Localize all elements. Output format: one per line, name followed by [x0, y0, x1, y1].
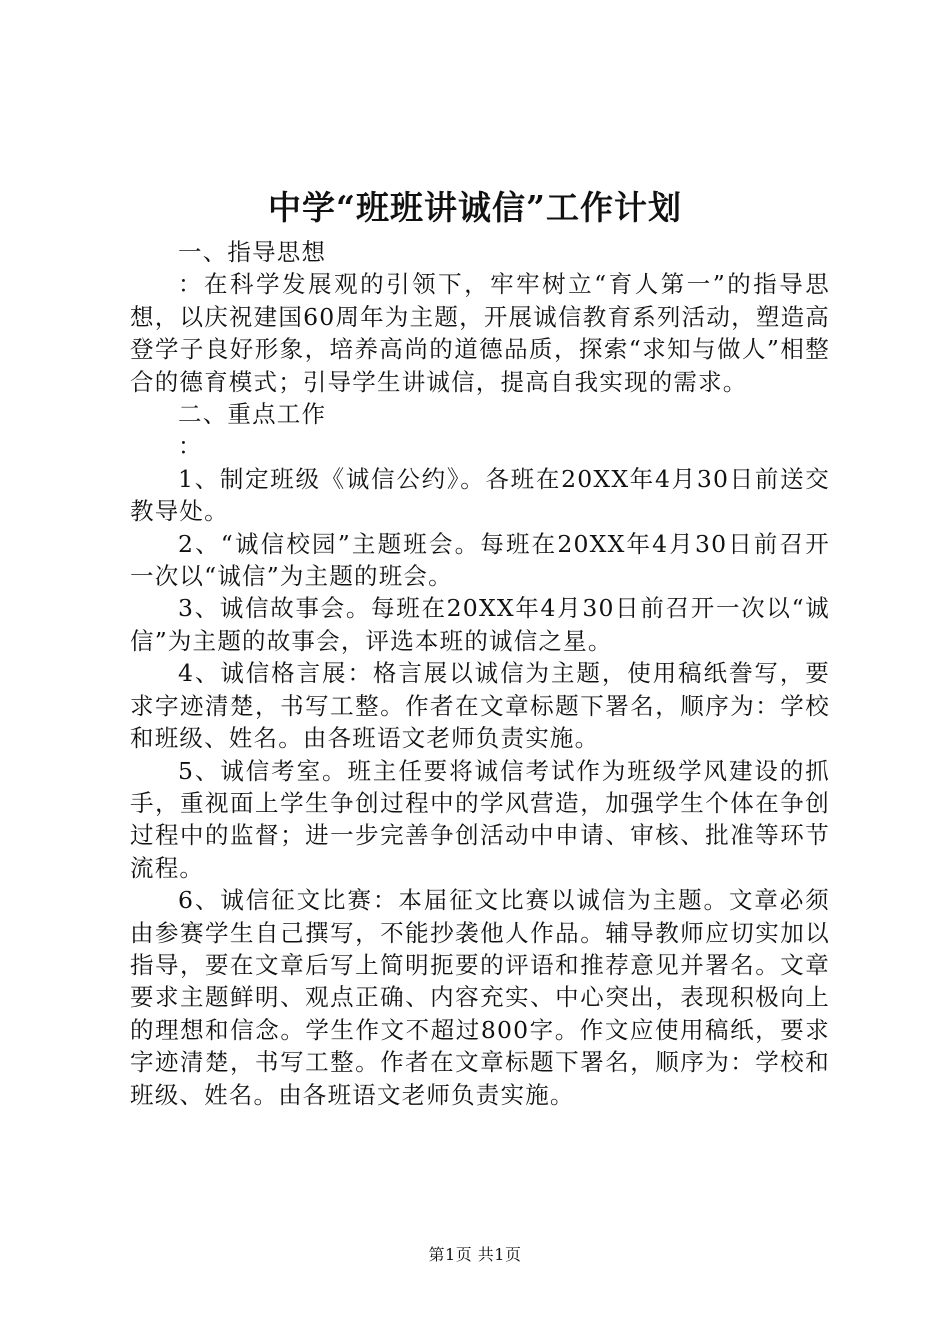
- paragraph-item-6: 6、诚信征文比赛：本届征文比赛以诚信为主题。文章必须由参赛学生自己撰写，不能抄袭他人作品。辅导教师应切实加以指导，要在文章后写上简明扼要的评语和推荐意见并署名。文章要求主题鲜明、观点正确、内容充实、中心突出，表现积极向上的理想和信念。学生作文不超过800字。作文应使用稿纸，要求字迹清楚，书写工整。作者在文章标题下署名，顺序为：学校和班级、姓名。由各班语文老师负责实施。: [130, 886, 830, 1109]
- document-title: 中学“班班讲诚信”工作计划: [268, 188, 682, 227]
- document-body: [130, 236, 830, 1111]
- paragraph-item-4: 4、诚信格言展：格言展以诚信为主题，使用稿纸誊写，要求字迹清楚，书写工整。作者在文章标题下署名，顺序为：学校和班级、姓名。由各班语文老师负责实施。: [130, 659, 830, 753]
- paragraph-item-2: 2、“诚信校园”主题班会。每班在20XX年4月30日前召开一次以“诚信”为主题的班会。: [130, 529, 830, 591]
- section-heading-guiding-ideology: 一、指导思想: [178, 238, 327, 266]
- paragraph-guiding-ideology: ：在科学发展观的引领下，牢牢树立“育人第一”的指导思想，以庆祝建国60周年为主题，开展诚信教育系列活动，塑造高登学子良好形象，培养高尚的道德品质，探索“求知与做人”相整合的德育模式；引导学生讲诚信，提高自我实现的需求。: [130, 270, 830, 396]
- page-footer: 第1页 共1页: [428, 1245, 522, 1264]
- paragraph-colon: ：: [178, 432, 203, 461]
- paragraph-item-5: 5、诚信考室。班主任要将诚信考试作为班级学风建设的抓手，重视面上学生争创过程中的学风营造，加强学生个体在争创过程中的监督；进一步完善争创活动中申请、审核、批准等环节流程。: [130, 756, 830, 882]
- paragraph-item-3: 3、诚信故事会。每班在20XX年4月30日前召开一次以“诚信”为主题的故事会，评选本班的诚信之星。: [130, 594, 830, 655]
- paragraph-item-1: 1、制定班级《诚信公约》。各班在20XX年4月30日前送交教导处。: [130, 464, 830, 526]
- section-heading-key-work: 二、重点工作: [178, 400, 327, 429]
